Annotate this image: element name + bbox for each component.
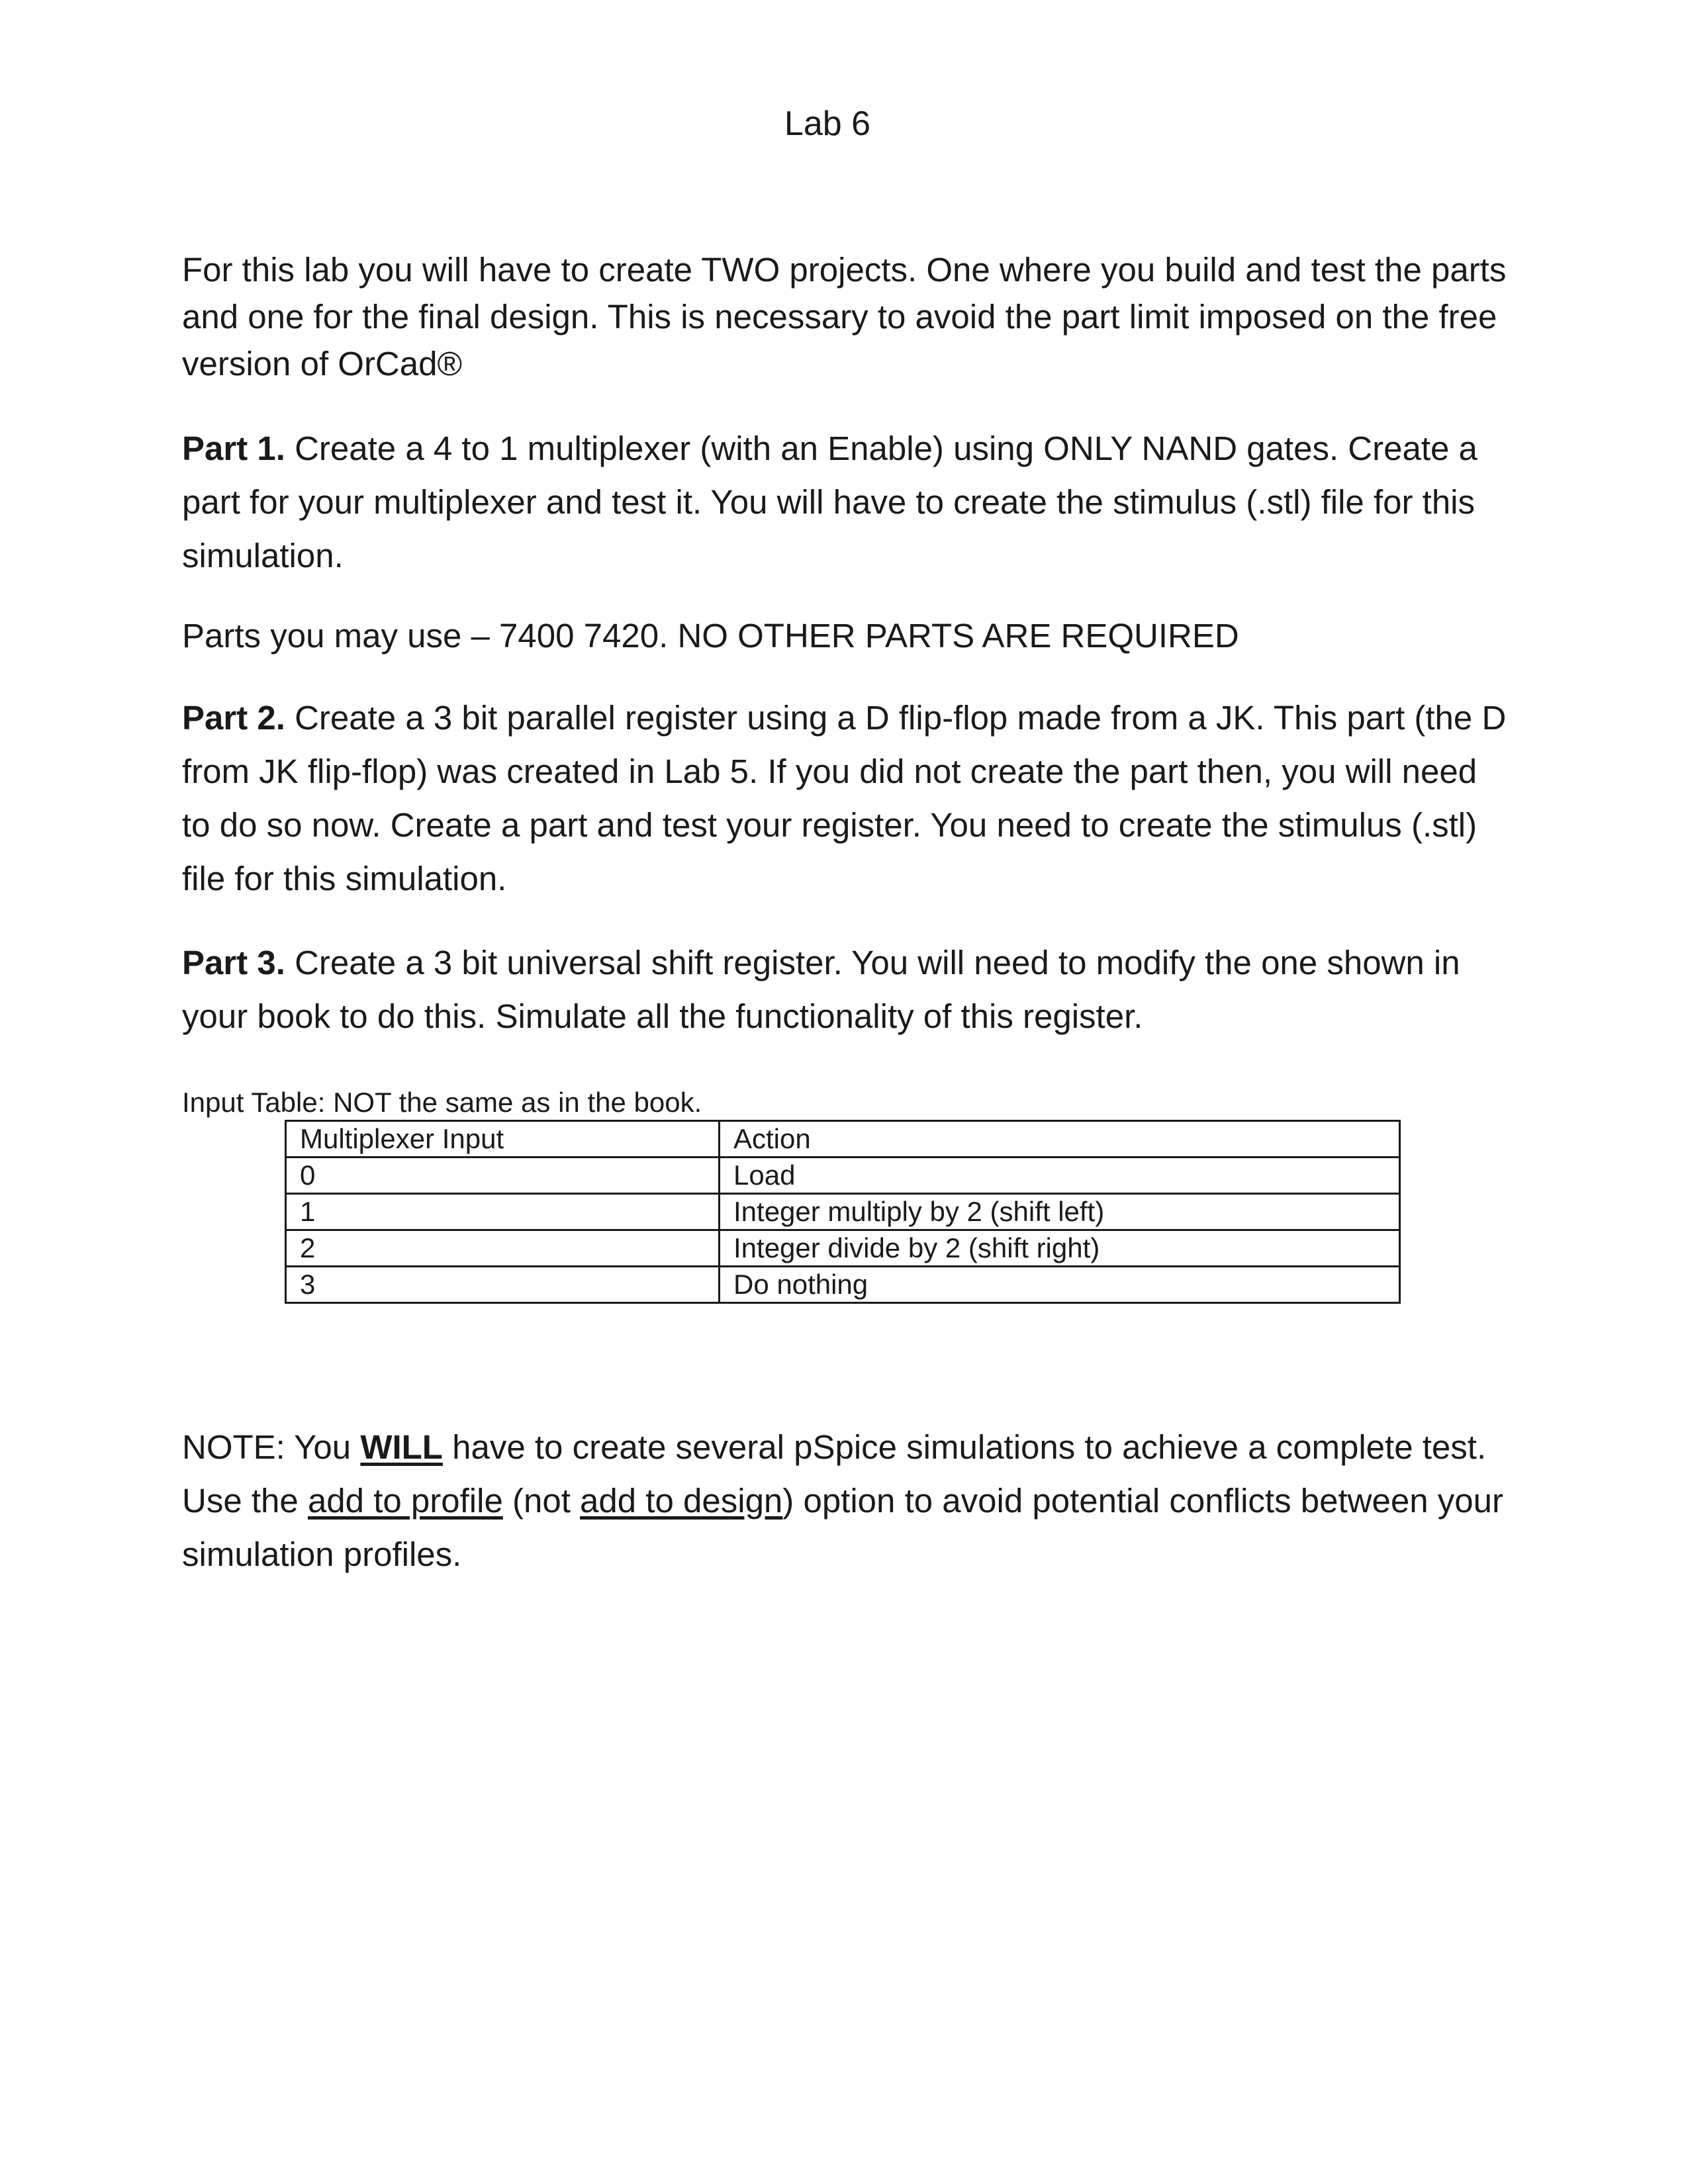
table-cell: Integer multiply by 2 (shift left) [720,1194,1400,1230]
add-to-profile-text: add to profile [307,1482,503,1520]
table-row [286,1267,1400,1303]
table-header-row [286,1121,1400,1158]
part2-text: Create a 3 bit parallel register using a D flip-flop made from a JK. This part (the D from JK flip-flop) was created in Lab 5. If you did not create the part then, you will need to do so now. Create a part and test your register. You need to create the stimulus (.stl) file for this simulation. [182,699,1507,897]
table-header-cell: Action [720,1121,1400,1158]
table-row [286,1230,1400,1267]
page-title: Lab 6 [784,105,871,143]
note-emphasis: WILL [360,1428,443,1466]
table-cell: Integer divide by 2 (shift right) [720,1230,1400,1267]
note-between: (not [502,1482,581,1520]
table-cell: 0 [286,1158,720,1194]
note-prefix: NOTE: You [182,1428,361,1466]
part2-label: Part 2. [182,699,285,737]
part1-text: Create a 4 to 1 multiplexer (with an Enable) using ONLY NAND gates. Create a part for your multiplexer and test it. You will have to create the stimulus (.stl) file for this simulation. [182,430,1477,574]
add-to-design-text: add to design [580,1482,783,1520]
part2-paragraph [182,691,1513,905]
input-table [285,1120,1401,1304]
table-cell: 3 [286,1267,720,1303]
part1-paragraph [182,422,1513,582]
table-caption: Input Table: NOT the same as in the book. [182,1087,702,1118]
table-cell: Load [720,1158,1400,1194]
parts-allowed-paragraph: Parts you may use – 7400 7420. NO OTHER PARTS ARE REQUIRED [182,617,1239,655]
table-cell: 2 [286,1230,720,1267]
table-row [286,1194,1400,1230]
intro-paragraph: For this lab you will have to create TWO projects. One where you build and test the parts and one for the final design. This is necessary to avoid the part limit imposed on the free version of OrCad® [182,251,1507,383]
table-header-cell: Multiplexer Input [286,1121,720,1158]
table-cell: Do nothing [720,1267,1400,1303]
part3-paragraph [182,936,1513,1043]
table-row [286,1158,1400,1194]
note-paragraph [182,1420,1513,1581]
note-suffix: ) option to avoid potential conflicts between your simulation profiles. [182,1482,1503,1573]
table-cell: 1 [286,1194,720,1230]
note-middle: have to create several pSpice simulations to achieve a complete test. Use the [182,1428,1487,1520]
part3-text: Create a 3 bit universal shift register. You will need to modify the one shown in your book to do this. Simulate all the functionality of this register. [182,944,1460,1035]
part1-label: Part 1. [182,430,285,467]
part3-label: Part 3. [182,944,285,981]
